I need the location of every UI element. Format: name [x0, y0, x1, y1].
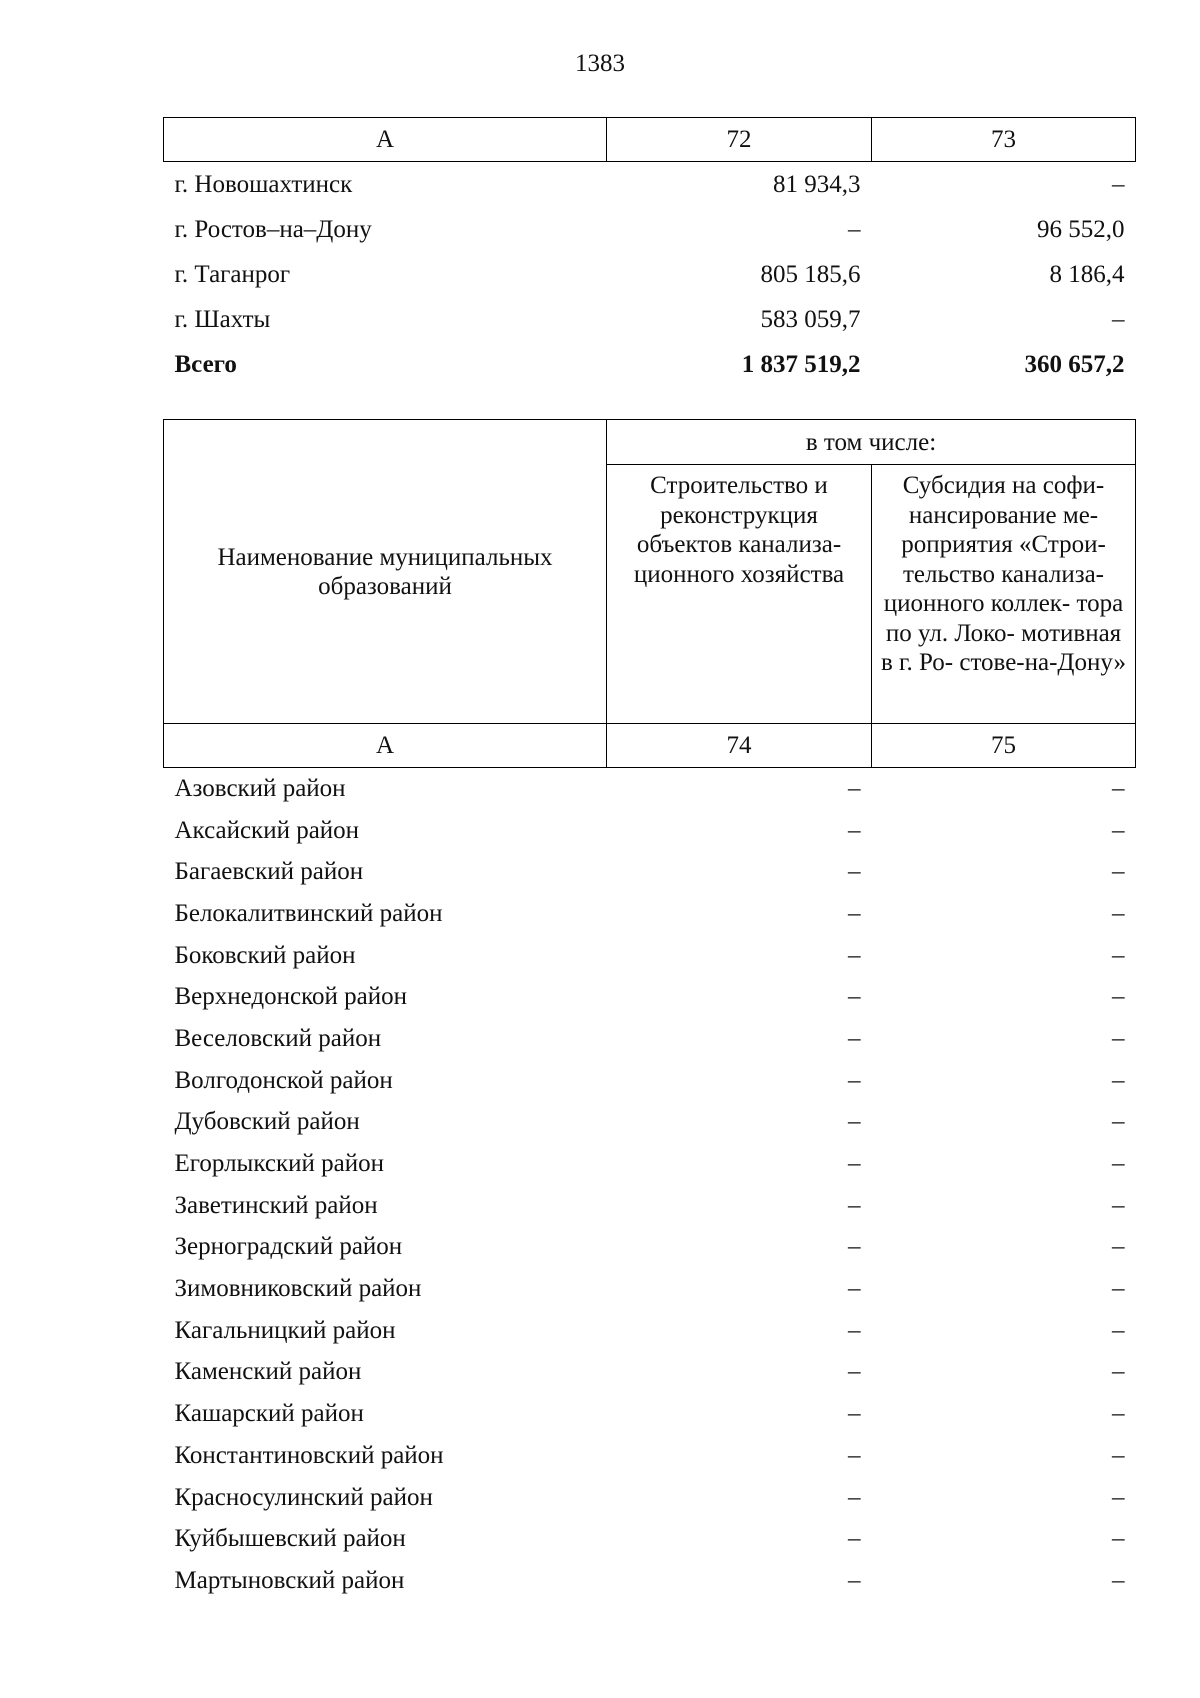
row-value-cell: 1 837 519,2 — [741, 350, 861, 378]
row-name-cell: Дубовский район — [174, 1108, 360, 1136]
row-value-cell: – — [1112, 774, 1125, 802]
row-value-cell: – — [1112, 1024, 1125, 1052]
table-row — [164, 1227, 1136, 1269]
row-value-cell: – — [848, 899, 861, 927]
row-value-cell: – — [1112, 899, 1125, 927]
row-name-cell: Зерноградский район — [174, 1233, 403, 1261]
row-value-cell: – — [848, 1358, 861, 1386]
row-name-cell: Верхнедонской район — [174, 983, 407, 1011]
row-value-cell: – — [1112, 858, 1125, 886]
row-value-cell: 360 657,2 — [1024, 350, 1125, 378]
row-name-cell: Зимовниковский район — [174, 1275, 422, 1303]
row-value-cell: – — [1112, 305, 1125, 333]
row-value-cell: – — [848, 1275, 861, 1303]
table-row — [164, 768, 1136, 810]
row-value-cell: – — [848, 983, 861, 1011]
table-row — [164, 162, 1136, 208]
row-value-cell: – — [1112, 1275, 1125, 1303]
row-name-cell: Красносулинский район — [174, 1483, 433, 1511]
total-row — [164, 342, 1136, 387]
row-name-cell: Мартыновский район — [174, 1566, 405, 1594]
row-name-cell: Кашарский район — [174, 1400, 364, 1428]
column-number-75: 75 — [872, 724, 1136, 768]
table-row — [164, 810, 1136, 852]
row-name-cell: Веселовский район — [174, 1024, 382, 1052]
row-name-cell: Азовский район — [174, 774, 346, 802]
row-name-cell: Боковский район — [174, 941, 356, 969]
row-value-cell: – — [1112, 983, 1125, 1011]
table-row — [164, 1268, 1136, 1310]
row-name-cell: Заветинский район — [174, 1191, 378, 1219]
table-row — [164, 1310, 1136, 1352]
row-value-cell: – — [1112, 170, 1125, 198]
row-value-cell: – — [1112, 1525, 1125, 1553]
row-name-cell: Константиновский район — [174, 1441, 444, 1469]
row-name-cell: Каменский район — [174, 1358, 362, 1386]
row-name-cell: Всего — [174, 350, 237, 378]
row-value-cell: – — [1112, 941, 1125, 969]
row-value-cell: – — [1112, 1358, 1125, 1386]
table-row — [164, 1477, 1136, 1519]
row-value-cell: – — [1112, 816, 1125, 844]
table-row — [164, 297, 1136, 342]
table-row — [164, 1393, 1136, 1435]
column-number-74: 74 — [607, 724, 872, 768]
row-value-cell: 8 186,4 — [1049, 260, 1125, 288]
row-value-cell: – — [848, 774, 861, 802]
row-name-cell: Егорлыкский район — [174, 1150, 384, 1178]
row-value-cell: – — [848, 1150, 861, 1178]
row-value-cell: – — [848, 1441, 861, 1469]
row-name-cell: Волгодонской район — [174, 1066, 393, 1094]
row-value-cell: 583 059,7 — [760, 305, 861, 333]
column-number-73: 73 — [872, 118, 1136, 162]
row-value-cell: – — [1112, 1483, 1125, 1511]
row-value-cell: – — [848, 1566, 861, 1594]
table-row — [164, 851, 1136, 893]
table-main — [163, 419, 1135, 1602]
table-row — [164, 1185, 1136, 1227]
header-including: в том числе: — [607, 420, 1136, 465]
row-value-cell: – — [1112, 1441, 1125, 1469]
table-row — [164, 976, 1136, 1018]
column-number-a: А — [164, 118, 607, 162]
header-col-74: Строительство и реконструкция объектов канализа- ционного хозяйства — [607, 465, 872, 724]
table-row — [164, 893, 1136, 935]
page-number: 1383 — [575, 50, 625, 77]
row-name-cell: Багаевский район — [174, 858, 364, 886]
row-name-cell: г. Таганрог — [174, 260, 291, 288]
row-value-cell: – — [848, 816, 861, 844]
row-name-cell: Аксайский район — [174, 816, 360, 844]
column-number-a: А — [164, 724, 607, 768]
row-value-cell: – — [848, 1483, 861, 1511]
row-name-cell: Белокалитвинский район — [174, 899, 443, 927]
row-value-cell: – — [848, 1233, 861, 1261]
table-row — [164, 252, 1136, 297]
row-value-cell: – — [1112, 1566, 1125, 1594]
row-value-cell: – — [848, 941, 861, 969]
row-value-cell: – — [848, 215, 861, 243]
row-value-cell: – — [1112, 1108, 1125, 1136]
header-col-75: Субсидия на софи- нансирование ме- роприятия «Строи- тельство канализа- ционного коллек- тора по ул. Локо- мотивная в г. Ро- стове-на-Дону» — [872, 465, 1136, 724]
row-value-cell: – — [1112, 1400, 1125, 1428]
row-value-cell: – — [848, 1024, 861, 1052]
row-value-cell: – — [1112, 1316, 1125, 1344]
table-row — [164, 1018, 1136, 1060]
row-value-cell: – — [1112, 1066, 1125, 1094]
row-name-cell: г. Ростов–на–Дону — [174, 215, 372, 243]
row-name-cell: Кагальницкий район — [174, 1316, 396, 1344]
table-row — [164, 207, 1136, 252]
table-continuation — [163, 117, 1135, 387]
row-value-cell: 805 185,6 — [760, 260, 861, 288]
column-number-72: 72 — [607, 118, 872, 162]
row-value-cell: – — [1112, 1233, 1125, 1261]
table-row — [164, 1352, 1136, 1394]
table-row — [164, 1143, 1136, 1185]
row-value-cell: – — [1112, 1150, 1125, 1178]
row-name-cell: Куйбышевский район — [174, 1525, 406, 1553]
table-row — [164, 1060, 1136, 1102]
row-value-cell: – — [1112, 1191, 1125, 1219]
column-number-row — [164, 724, 1136, 768]
row-value-cell: 81 934,3 — [773, 170, 861, 198]
header-municipality-name: Наименование муниципальных образований — [164, 420, 607, 724]
row-name-cell: г. Новошахтинск — [174, 170, 353, 198]
row-value-cell: – — [848, 1525, 861, 1553]
table-row — [164, 1518, 1136, 1560]
row-value-cell: – — [848, 1108, 861, 1136]
table-row — [164, 935, 1136, 977]
table-row — [164, 1560, 1136, 1602]
row-value-cell: – — [848, 1191, 861, 1219]
column-number-row — [164, 118, 1136, 162]
row-value-cell: 96 552,0 — [1037, 215, 1125, 243]
table-row — [164, 1435, 1136, 1477]
table-row — [164, 1102, 1136, 1144]
row-name-cell: г. Шахты — [174, 305, 271, 333]
row-value-cell: – — [848, 858, 861, 886]
row-value-cell: – — [848, 1066, 861, 1094]
row-value-cell: – — [848, 1316, 861, 1344]
row-value-cell: – — [848, 1400, 861, 1428]
